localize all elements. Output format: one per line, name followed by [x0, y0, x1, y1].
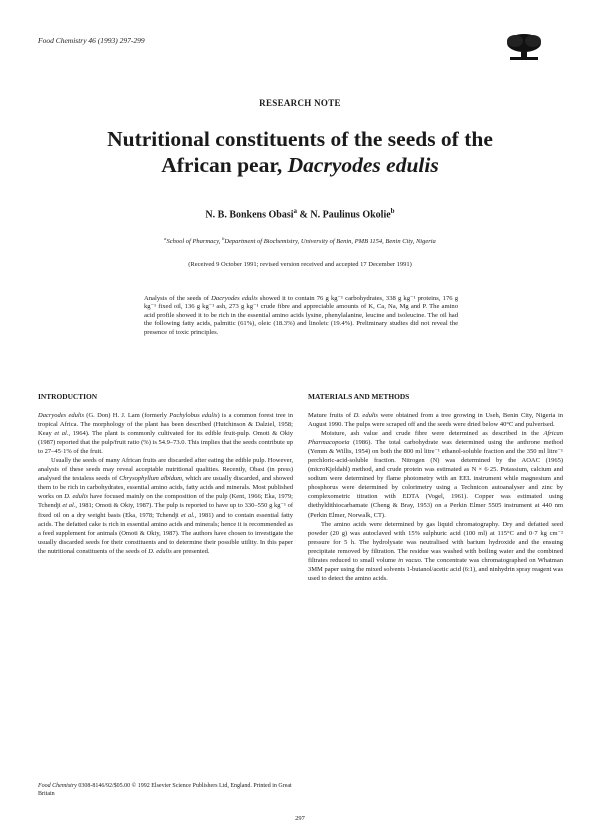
methods-paragraph-2	[308, 429, 563, 519]
abstract-text: Analysis of the seeds of	[144, 295, 212, 302]
received-dates: (Received 9 October 1991; revised version received and accepted 17 December 1991)	[188, 261, 412, 268]
title-species: Dacryodes edulis	[287, 153, 439, 177]
text: ) is a common forest tree in tropical Africa. The morphology of the plant has been described (Hutchinson & Dalziel, 1958; Keay	[38, 412, 294, 438]
copyright-footnote	[38, 782, 294, 798]
footnote-text: 0308-8146/92/$05.00 © 1992 Elsevier Science Publishers Ltd, England. Printed in Great Britain	[38, 783, 292, 797]
et-al: et al.	[54, 430, 69, 438]
affiliation-mark-b: b	[222, 236, 225, 241]
affiliation-mark-a: a	[164, 236, 167, 241]
text: (1986). The total carbohydrate was determined using the anthrone method (Yemm & Willis, 1954) on both the 800 ml litre⁻¹ ethanol-soluble fraction and the 350 ml litre⁻¹ perchloric-acid-soluble fraction. Nitrogen (N) was determined by the AOAC (1965) (microKjeldahl) method, and crude protein was estimated as N × 6·25. Potassium, calcium and sodium were determined by flame photometry with an EEL instrument while magnesium and phosphorus were determined by colorimetry using a Technicon autoanalyser and zinc by complexometric titration with EDTA (Vogel, 1961). Copper was estimated using diethyldithiocarbamate (Cheng & Bray, 1953) on a Perkin Elmer 5505 instrument at 440 nm (Perkin Elmer, Norwalk, CT).	[308, 439, 563, 519]
author-conjunction: &	[297, 209, 311, 221]
text: have focused mainly on the composition of the pulp (Kent, 1966; Eka, 1979; Tchendji	[38, 493, 293, 510]
page-number: 297	[295, 815, 305, 822]
affiliation-a: School of Pharmacy,	[166, 238, 223, 246]
introduction-body	[38, 411, 293, 556]
affiliation-b: Department of Biochemistry, University of Benin, PMB 1154, Benin City, Nigeria	[224, 238, 436, 246]
author-list	[0, 207, 600, 220]
methods-body	[308, 411, 563, 583]
text: , 1981; Omoti & Okiy, 1987). The pulp is reported to have up to 330–550 g kg⁻¹ of fixed oil on a dry weight basis (Eka, 1978; Tchendji	[38, 502, 293, 519]
footnote-journal: Food Chemistry	[38, 783, 77, 789]
intro-paragraph-1	[38, 411, 293, 456]
author-1: N. B. Bonkens Obasi	[205, 209, 294, 221]
text: The amino acids were determined by gas liquid chromatography. Dry and defatted seed powder (20 g) was autoclaved with 15% sulphuric acid (100 ml) at 115°C and 0·7 kg cm⁻² pressure for 5 h. The hydrolysate was neutralised with barium hydroxide and the ensuing precipitate removed by filtration. The residue was washed with boiling water and the combined filtrates reduced to small volume	[308, 520, 563, 564]
affiliation	[0, 236, 600, 245]
text: , 1964). The plant is commonly cultivated for its edible fruit-pulp. Omoti & Okiy (1987) reported that the pulp/fruit ratio (%) is 54.9–73.0. This implies that the seeds contribute up to 27–45·1% of the fruit.	[38, 430, 294, 456]
text: Mature fruits of	[308, 412, 354, 419]
species-name: D. edulis	[353, 412, 378, 419]
journal-reference: Food Chemistry 46 (1993) 297-299	[38, 36, 145, 45]
book-title: African Pharmacopoeia	[308, 430, 563, 447]
methods-paragraph-3	[308, 520, 563, 583]
abstract-text: showed it to contain 76 g kg⁻¹ carbohydrates, 338 g kg⁻¹ proteins, 176 g kg⁻¹ fixed oil, 136 g kg⁻¹ ash, 273 g kg⁻¹ crude fibre and appreciable amounts of K, Ca, Na, Mg and P. The amino acid profile showed it to be rich in the essential amino acids lysine, phenylalanine, leucine and isoleucine. The oil had the following fatty acids, palmitic (61%), oleic (18.3%) and linoleic (19.4%). Preliminary studies did not reveal the presence of toxic principles.	[144, 295, 458, 336]
text: , 1981) and to contain essential fatty acids. The defatted cake is rich in essential amino acids and minerals; hence it is recommended as a feed supplement for animals (Omoti & Okiy, 1987). The authors have chosen to investigate the usually discarded seeds for their constituents and to determine their possible utility. In this paper the nutritional constituents of the seeds of	[38, 511, 293, 555]
title-line-1: Nutritional constituents of the seeds of the	[107, 127, 493, 151]
author-1-mark: a	[293, 207, 298, 215]
title-line-2	[60, 152, 540, 178]
materials-methods-heading: MATERIALS AND METHODS	[308, 392, 410, 401]
species-name: D. edulis	[148, 547, 172, 555]
introduction-heading: INTRODUCTION	[38, 392, 98, 401]
species-name: D. edulis	[64, 493, 89, 501]
methods-paragraph-1	[308, 411, 563, 429]
paper-title	[60, 126, 540, 178]
species-name: Dacryodes edulis	[38, 412, 84, 419]
author-2-mark: b	[390, 207, 395, 215]
species-name: Pachylobus edulis	[169, 412, 218, 419]
title-text: African pear,	[161, 153, 288, 177]
et-al: et al.	[181, 511, 195, 519]
publisher-tree-logo-icon	[504, 32, 544, 62]
intro-paragraph-2	[38, 456, 293, 556]
abstract-species: Dacryodes edulis	[211, 295, 258, 302]
text: are presented.	[171, 547, 210, 555]
text: . The concentrate was chromatographed on Whatman 3MM paper using the mixed solvents 1-butanol/acetic acid (6:1), and ninhydrin spray reagent was used to detect the amino acids.	[308, 556, 563, 582]
text: (G. Don) H. J. Lam (formerly	[84, 412, 170, 419]
author-2: N. Paulinus Okolie	[310, 209, 391, 221]
text: Moisture, ash value and crude fibre were determined as described in the	[321, 430, 544, 438]
text: Usually the seeds of many African fruits are discarded after eating the edible pulp. However, analysis of these seeds may reveal acceptable nutritional qualities. Recently, Obasi (in press) analysed the testaless seeds of	[38, 457, 293, 483]
abstract	[144, 295, 458, 337]
species-name: Chrysophyllum albidum	[119, 475, 182, 483]
section-label: RESEARCH NOTE	[259, 98, 341, 108]
latin-term: in vacuo	[398, 556, 421, 564]
et-al: et al.	[62, 502, 76, 510]
text: were obtained from a tree growing in Useh, Benin City, Nigeria in August 1990. The pulps were scraped off and the seeds were dried below 40°C and pulverised.	[308, 412, 564, 429]
text: , which are usually discarded, and showed them to be rich in carbohydrates, essential amino acids, fatty acids and minerals. Most published works on	[38, 475, 293, 501]
